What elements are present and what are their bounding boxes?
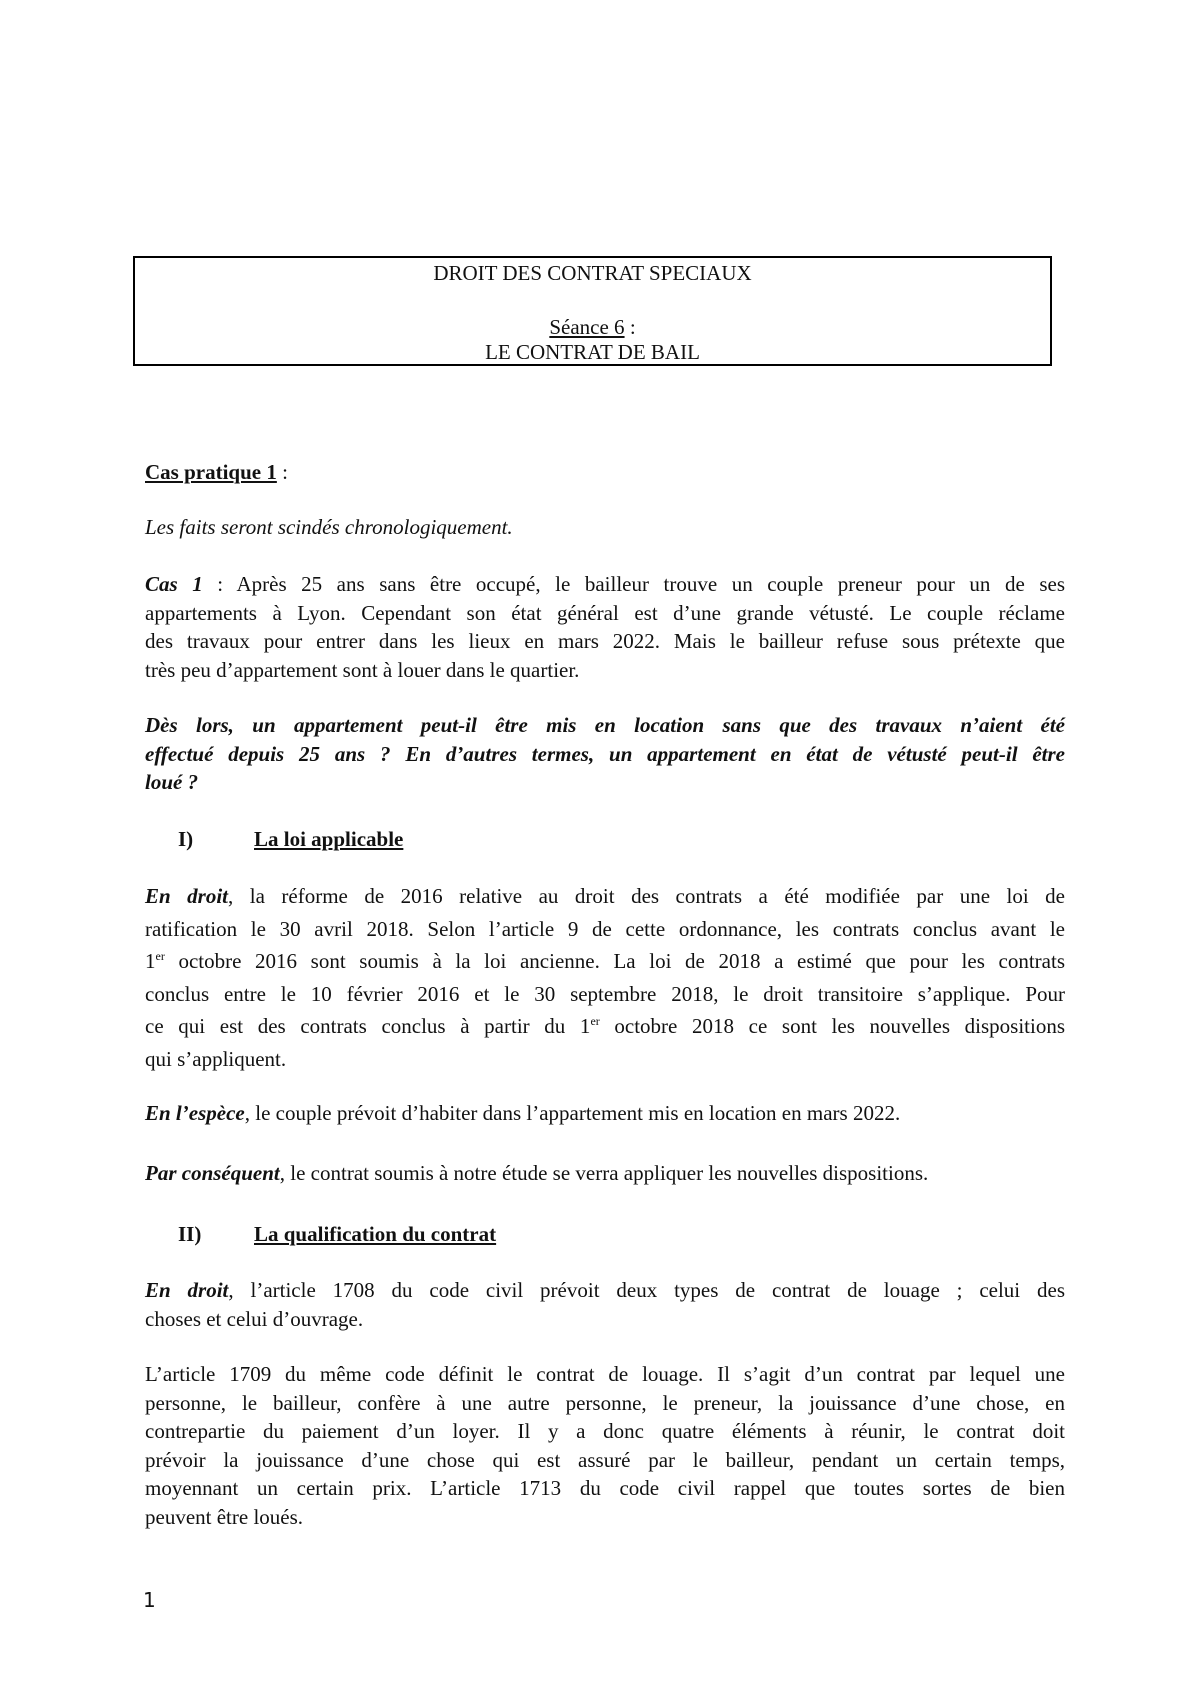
section-title: La loi applicable — [254, 827, 404, 851]
section-number: I) — [178, 827, 194, 851]
intro-text: Les faits seront scindés chronologiquement. — [145, 515, 513, 539]
cas1-paragraph — [145, 570, 1065, 684]
droit2-line: choses et celui d’ouvrage. — [145, 1306, 364, 1331]
espece1-paragraph — [145, 1099, 1065, 1128]
section-heading-2 — [178, 1220, 496, 1248]
document-subtitle: LE CONTRAT DE BAIL — [485, 340, 700, 364]
section-heading-1 — [178, 825, 403, 853]
droit1-line — [145, 945, 1065, 978]
droit1-line: conclus entre le 10 février 2016 et le 30 septembre 2018, le droit transitoire s’applique. Pour — [145, 981, 1065, 1006]
page-number: 1 — [143, 1588, 156, 1612]
article1709-line: prévoir la jouissance d’une chose qui est assuré par le bailleur, pendant un certain temps, — [145, 1447, 1065, 1472]
document-title: DROIT DES CONTRAT SPECIAUX — [433, 261, 752, 285]
en-espece-label: En l’espèce — [145, 1101, 245, 1125]
cas1-line: des travaux pour entrer dans les lieux en mars 2022. Mais le bailleur refuse sous prétexte que — [145, 629, 1065, 653]
droit1-text: 1 — [145, 949, 156, 973]
article1709-line: peuvent être loués. — [145, 1504, 304, 1529]
section-title: La qualification du contrat — [254, 1222, 497, 1246]
article1709-line: L’article 1709 du même code définit le contrat de louage. Il s’agit d’un contrat par lequel une — [145, 1362, 1065, 1386]
problematique-line: effectué depuis 25 ans ? En d’autres termes, un appartement en état de vétusté peut-il être — [145, 741, 1065, 766]
problematique-line: loué ? — [145, 770, 199, 794]
droit2-line — [145, 1276, 1065, 1305]
droit1-text: octobre 2016 sont soumis à la loi ancienne. La loi de 2018 a estimé que pour les contrats — [164, 949, 1065, 973]
cas1-line: très peu d’appartement sont à louer dans le quartier. — [145, 657, 580, 682]
cas1-line: appartements à Lyon. Cependant son état général est d’une grande vétusté. Le couple réclame — [145, 600, 1065, 625]
cas1-text: : Après 25 ans sans être occupé, le bailleur trouve un couple preneur pour un de ses — [202, 572, 1065, 596]
section-number: II) — [178, 1222, 202, 1246]
title-box — [133, 256, 1052, 366]
article1709-line: personne, le bailleur, confère à une autre personne, le preneur, la jouissance d’une chose, en — [145, 1390, 1065, 1415]
droit2-paragraph — [145, 1276, 1065, 1333]
consequent1-paragraph — [145, 1159, 1065, 1188]
cas1-label: Cas 1 — [145, 572, 203, 596]
article1709-paragraph — [145, 1360, 1065, 1531]
par-consequent-label: Par conséquent — [145, 1161, 280, 1185]
superscript: er — [590, 1014, 600, 1028]
consequent1-text: , le contrat soumis à notre étude se verra appliquer les nouvelles dispositions. — [279, 1161, 929, 1185]
droit1-line — [145, 880, 1065, 913]
article1709-line: moyennant un certain prix. L’article 1713 du code civil rappel que toutes sortes de bien — [145, 1476, 1065, 1500]
en-droit-label: En droit — [145, 884, 229, 908]
droit1-line — [145, 1010, 1065, 1043]
droit1-text: ce qui est des contrats conclus à partir du 1 — [145, 1014, 591, 1038]
cas1-line — [145, 570, 1065, 599]
seance-suffix: : — [624, 315, 636, 339]
cas-pratique-heading — [145, 458, 1065, 487]
problematique-paragraph — [145, 711, 1065, 797]
seance-label: Séance 6 — [549, 315, 625, 339]
cas-pratique-label: Cas pratique 1 — [145, 460, 277, 484]
droit1-line: qui s’appliquent. — [145, 1046, 287, 1071]
en-droit-label: En droit — [145, 1278, 229, 1302]
droit1-paragraph — [145, 880, 1065, 1075]
droit1-text: octobre 2018 ce sont les nouvelles dispositions — [599, 1014, 1065, 1038]
espece1-text: , le couple prévoit d’habiter dans l’appartement mis en location en mars 2022. — [244, 1101, 901, 1125]
article1709-line: contrepartie du paiement d’un loyer. Il y a donc quatre éléments à réunir, le contrat doit — [145, 1419, 1065, 1443]
droit1-line: ratification le 30 avril 2018. Selon l’article 9 de cette ordonnance, les contrats conclus avant le — [145, 916, 1065, 941]
seance-line — [135, 314, 1050, 340]
problematique-line: Dès lors, un appartement peut-il être mis en location sans que des travaux n’aient été — [145, 713, 1065, 737]
droit1-text: , la réforme de 2016 relative au droit des contrats a été modifiée par une loi de — [228, 884, 1066, 908]
cas-pratique-suffix: : — [276, 460, 288, 484]
superscript: er — [155, 949, 165, 963]
droit2-text: , l’article 1708 du code civil prévoit deux types de contrat de louage ; celui des — [228, 1278, 1065, 1302]
